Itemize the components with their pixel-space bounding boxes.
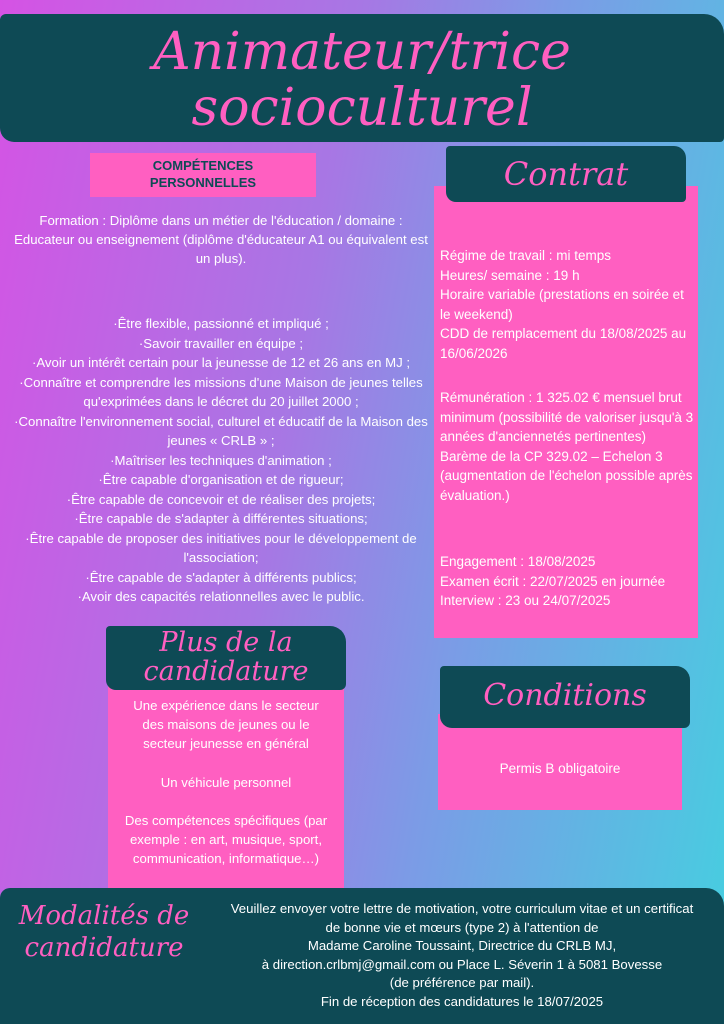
conditions-text: Permis B obligatoire xyxy=(499,761,621,776)
competence-item: ·Être flexible, passionné et impliqué ; xyxy=(113,316,329,331)
formation-text: Formation : Diplôme dans un métier de l'éducation / domaine : Educateur ou enseignement (diplôme d'éducateur A1 ou équivalent est un plus). xyxy=(14,213,428,266)
competence-item: ·Maîtriser les techniques d'animation ; xyxy=(110,452,332,468)
modalites-line: Madame Caroline Toussaint, Directrice du CRLB MJ, xyxy=(307,938,617,954)
plus-heading-line1: Plus de la xyxy=(159,627,293,658)
contrat-details-3: Engagement : 18/08/2025 Examen écrit : 22/07/2025 en journée Interview : 23 ou 24/07/2025 xyxy=(440,554,666,608)
plus-item: Une expérience dans le secteur des maisons de jeunes ou le secteur jeunesse en général xyxy=(133,698,319,752)
plus-heading xyxy=(106,628,346,686)
competences-list xyxy=(6,314,436,607)
competences-heading-line2: PERSONNELLES xyxy=(149,175,257,190)
competences-heading xyxy=(90,157,316,191)
modalites-line: (de préférence par mail). xyxy=(389,975,535,991)
competence-item: ·Être capable de proposer des initiatives pour le développement de l'association; xyxy=(25,530,417,565)
modalites-line: Veuillez envoyer votre lettre de motivation, votre curriculum vitae et un certificat xyxy=(230,901,694,916)
competence-item: ·Être capable de concevoir et de réaliser des projets; xyxy=(66,491,376,507)
plus-heading-line2: candidature xyxy=(143,656,309,687)
conditions-heading: Conditions xyxy=(483,678,647,713)
competence-item: ·Avoir un intérêt certain pour la jeunesse de 12 et 26 ans en MJ ; xyxy=(31,355,411,370)
page-title-line1: Animateur/trice xyxy=(153,22,571,82)
modalites-line: de bonne vie et mœurs (type 2) à l'attention de xyxy=(325,919,599,935)
competence-item: ·Savoir travailler en équipe ; xyxy=(138,335,304,351)
modalites-text xyxy=(204,900,720,1012)
plus-item: Un véhicule personnel xyxy=(160,774,292,790)
competence-item: ·Connaître et comprendre les missions d'une Maison de jeunes telles qu'exprimées dans le décret du 20 juillet 2000 ; xyxy=(19,374,423,409)
modalites-line: à direction.crlbmj@gmail.com ou Place L. Séverin 1 à 5081 Bovesse xyxy=(261,956,663,972)
competence-item: ·Être capable de s'adapter à différents publics; xyxy=(85,569,357,585)
contrat-details-1: Régime de travail : mi temps Heures/ semaine : 19 h Horaire variable (prestations en soirée et le weekend) CDD de remplacement du 18/08/2025 au 16/06/2026 xyxy=(440,248,687,361)
contrat-details-2: Rémunération : 1 325.02 € mensuel brut minimum (possibilité de valoriser jusqu'à 3 années d'anciennetés pertinentes) Barème de la CP 329.02 – Echelon 3 (augmentation de l'échelon possible après évaluation.) xyxy=(440,390,694,503)
plus-list xyxy=(122,696,330,868)
modalites-heading-line1: Modalités de xyxy=(18,901,190,931)
contrat-heading: Contrat xyxy=(503,155,629,193)
page-title-line2: socioculturel xyxy=(191,78,533,138)
competence-item: ·Être capable d'organisation et de rigueur; xyxy=(98,472,344,487)
competence-item: ·Être capable de s'adapter à différentes situations; xyxy=(74,511,368,526)
competence-item: ·Avoir des capacités relationnelles avec le public. xyxy=(77,589,365,604)
modalites-heading-line2: candidature xyxy=(24,933,184,963)
plus-item: Des compétences spécifiques (par exemple : en art, musique, sport, communication, informatique…) xyxy=(124,812,328,867)
modalites-heading xyxy=(4,900,204,964)
competence-item: ·Connaître l'environnement social, culturel et éducatif de la Maison des jeunes « CRLB » ; xyxy=(14,413,428,448)
modalites-line: Fin de réception des candidatures le 18/07/2025 xyxy=(320,993,604,1009)
competences-heading-line1: COMPÉTENCES xyxy=(152,158,254,173)
